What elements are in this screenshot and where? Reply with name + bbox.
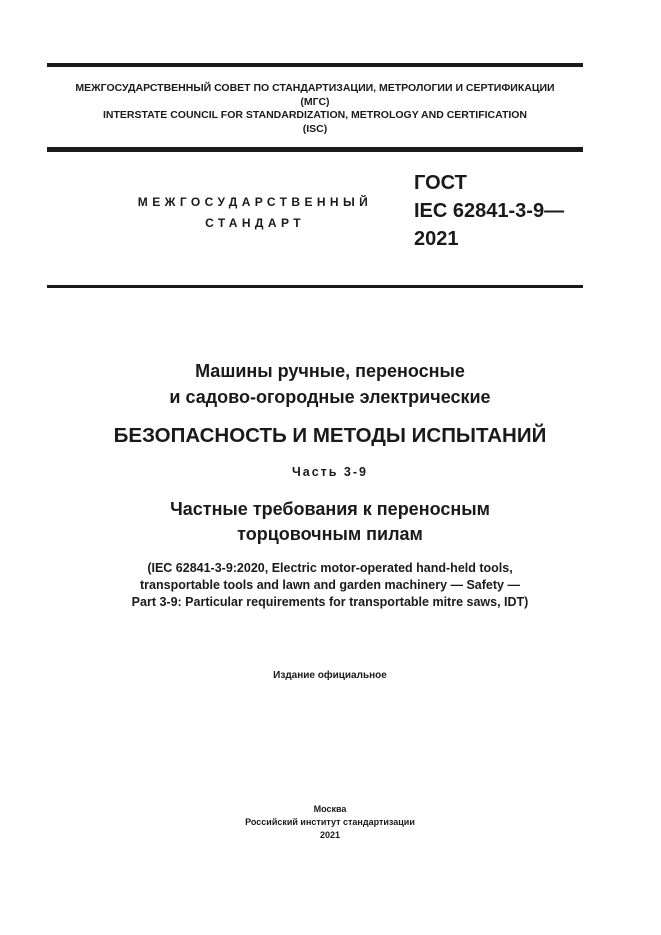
publisher-name: Российский институт стандартизации [245, 817, 415, 827]
publisher-city: Москва [313, 804, 347, 814]
standard-number: IEC 62841-3-9— [414, 200, 565, 222]
middle-rule [47, 147, 583, 152]
council-header [47, 82, 583, 136]
sub-title-line2: торцовочным пилам [237, 524, 423, 544]
sub-title-line1: Частные требования к переносным [170, 499, 490, 519]
standard-type [100, 192, 410, 234]
iec-reference-line3: Part 3-9: Particular requirements for transportable mitre saws, IDT) [131, 595, 529, 609]
iec-reference-line2: transportable tools and lawn and garden machinery — Safety — [140, 578, 520, 592]
standard-year: 2021 [414, 228, 459, 250]
edition-label: Издание официальное [273, 670, 387, 681]
title-ru [47, 358, 613, 410]
standard-designation [414, 169, 564, 253]
standard-type-line2: СТАНДАРТ [205, 216, 305, 230]
council-abbr-ru: (МГС) [300, 95, 330, 108]
publisher-block [47, 803, 613, 842]
iec-reference [47, 560, 613, 611]
part-label: Часть 3-9 [291, 465, 369, 479]
gost-label: ГОСТ [414, 172, 467, 194]
council-abbr-en: (ISC) [302, 122, 328, 135]
standard-type-line1: МЕЖГОСУДАРСТВЕННЫЙ [137, 195, 373, 209]
bottom-rule [47, 285, 583, 288]
iec-reference-line1: (IEC 62841-3-9:2020, Electric motor-operated hand-held tools, [147, 561, 513, 575]
publisher-year: 2021 [319, 830, 341, 840]
council-name-en: INTERSTATE COUNCIL FOR STANDARDIZATION, METROLOGY AND CERTIFICATION [102, 109, 528, 121]
main-title: БЕЗОПАСНОСТЬ И МЕТОДЫ ИСПЫТАНИЙ [113, 424, 547, 447]
top-rule [47, 63, 583, 67]
sub-title [47, 497, 613, 547]
title-ru-line1: Машины ручные, переносные [195, 361, 465, 381]
title-ru-line2: и садово-огородные электрические [169, 387, 491, 407]
council-name-ru: МЕЖГОСУДАРСТВЕННЫЙ СОВЕТ ПО СТАНДАРТИЗАЦИИ, МЕТРОЛОГИИ И СЕРТИФИКАЦИИ [75, 82, 555, 94]
